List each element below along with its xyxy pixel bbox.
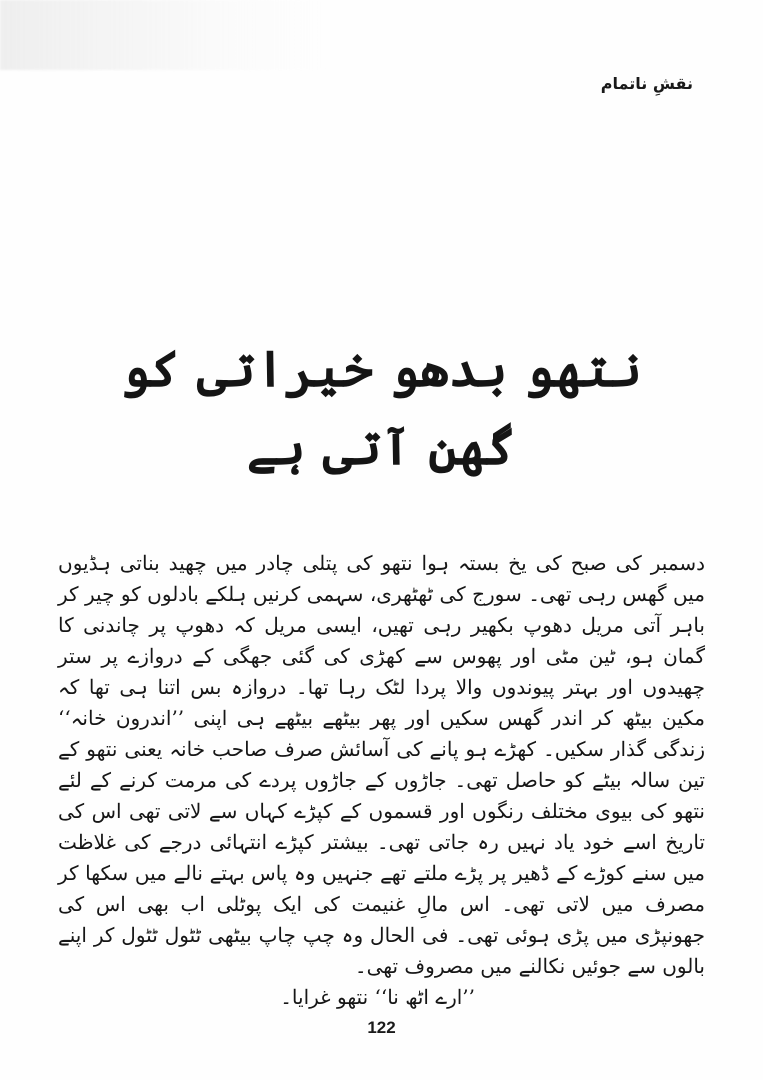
story-title: نتھو بدھو خیراتی کو گھن آتی ہے bbox=[121, 339, 642, 476]
scan-bleed-through bbox=[0, 0, 330, 70]
dialogue-line: ’’ارے اٹھ نا‘‘ نتھو غرایا۔ bbox=[280, 985, 475, 1009]
page-number: 122 bbox=[367, 1018, 396, 1037]
body-paragraph: دسمبر کی صبح کی یخ بستہ ہوا نتھو کی پتلی چادر میں چھید بناتی ہڈیوں میں گھس رہی تھی۔ سورج کی ٹھٹھری، سہمی کرنیں ہلکے بادلوں کو چیر کر باہر آتی مریل دھوپ بکھیر رہی تھیں، ایسی مریل کہ دھوپ پر چاندنی کا گمان ہو، ٹین مٹی اور پھوس سے کھڑی کی گئی جھگی کے دروازے پر ستر چھیدوں اور بہتر پیوندوں والا پردا لٹک رہا تھا۔ دروازہ بس اتنا ہی تھا کہ مکین بیٹھ کر اندر گھس سکیں اور پھر بیٹھے بیٹھے ہی اپنی ’’اندرون خانہ‘‘ زندگی گذار سکیں۔ کھڑے ہو پانے کی آسائش صرف صاحب خانہ یعنی نتھو کے تین سالہ بیٹے کو حاصل تھی۔ جاڑوں کے جاڑوں پردے کی مرمت کرنے کے لئے نتھو کی بیوی مختلف رنگوں اور قسموں کے کپڑے کہاں سے لاتی تھی اس کی تاریخ اسے خود یاد نہیں رہ جاتی تھی۔ بیشتر کپڑے انتہائی درجے کی غلاظت میں سنے کوڑے کے ڈھیر پر پڑے ملتے تھے جنہیں وہ پاس بہتے نالے میں سکھا کر مصرف میں لاتی تھی۔ اس مالِ غنیمت کی ایک پوٹلی اب بھی اس کی جھونپڑی میں پڑی ہوئی تھی۔ فی الحال وہ چپ چاپ بیٹھی ٹٹول ٹٹول کر اپنے بالوں سے جوئیں نکالنے میں مصروف تھی۔ bbox=[58, 551, 706, 978]
running-head: نقشِ ناتمام bbox=[600, 74, 693, 93]
story-body bbox=[58, 548, 705, 1013]
